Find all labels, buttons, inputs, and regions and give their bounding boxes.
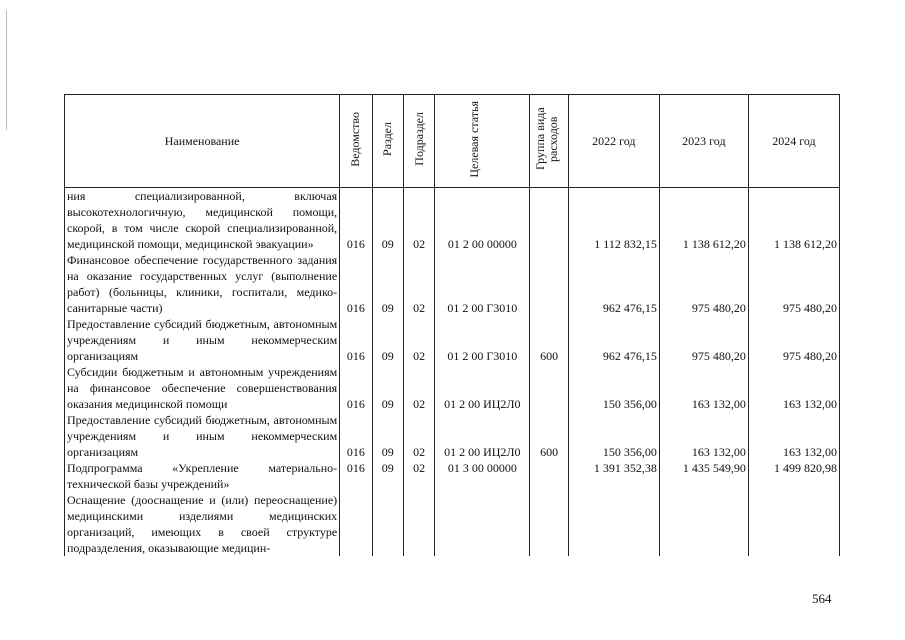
table-row: [65, 188, 840, 253]
table-row: [65, 252, 840, 316]
row-razdel: [372, 492, 403, 556]
row-tselevaya-statya: 01 3 00 00000: [435, 460, 530, 492]
row-2024: 163 132,00: [748, 412, 839, 460]
header-name: Наименование: [65, 95, 340, 188]
row-2022: 1 112 832,15: [568, 188, 659, 253]
row-razdel: 09: [372, 364, 403, 412]
row-name: Предоставление субсидий бюджетным, автономным учреждениям и иным некоммерческим организациям: [65, 316, 340, 364]
row-tselevaya-statya: 01 2 00 Г3010: [435, 316, 530, 364]
row-2023: 163 132,00: [659, 364, 748, 412]
page-number: 564: [812, 591, 832, 606]
row-vedomstvo: 016: [340, 412, 372, 460]
row-razdel: 09: [372, 460, 403, 492]
row-vedomstvo: 016: [340, 252, 372, 316]
row-vedomstvo: [340, 492, 372, 556]
header-gruppa-rashodov: Группа вида расходов: [530, 95, 568, 188]
header-tselevaya-statya: Целевая статья: [435, 95, 530, 188]
row-gruppa: 600: [530, 316, 568, 364]
row-2022: 962 476,15: [568, 252, 659, 316]
row-2024: 163 132,00: [748, 364, 839, 412]
row-name: Оснащение (дооснащение и (или) переоснащение) медицинскими изделиями медицинских организаций, имеющих в своей структуре подразделения, оказывающие медицин-: [65, 492, 340, 556]
row-2023: 163 132,00: [659, 412, 748, 460]
row-tselevaya-statya: 01 2 00 00000: [435, 188, 530, 253]
row-2022: 150 356,00: [568, 364, 659, 412]
row-podrazdel: [403, 492, 434, 556]
row-gruppa: [530, 492, 568, 556]
row-podrazdel: 02: [403, 364, 434, 412]
table-row: [65, 316, 840, 364]
row-2023: [659, 492, 748, 556]
row-vedomstvo: 016: [340, 188, 372, 253]
row-gruppa: [530, 460, 568, 492]
row-2023: 975 480,20: [659, 252, 748, 316]
header-vedomstvo: Ведомство: [340, 95, 372, 188]
table-row: [65, 364, 840, 412]
row-2024: [748, 492, 839, 556]
row-razdel: 09: [372, 412, 403, 460]
row-2024: 975 480,20: [748, 316, 839, 364]
header-podrazdel: Подраздел: [403, 95, 434, 188]
row-razdel: 09: [372, 188, 403, 253]
row-vedomstvo: 016: [340, 460, 372, 492]
row-2023: 1 138 612,20: [659, 188, 748, 253]
header-row: [65, 95, 840, 188]
row-name: Финансовое обеспечение государственного задания на оказание государственных услуг (выполнение работ) (больницы, клиники, госпитали, медико-санитарные части): [65, 252, 340, 316]
row-razdel: 09: [372, 316, 403, 364]
row-2022: 150 356,00: [568, 412, 659, 460]
row-tselevaya-statya: 01 2 00 ИЦ2Л0: [435, 412, 530, 460]
row-razdel: 09: [372, 252, 403, 316]
row-podrazdel: 02: [403, 460, 434, 492]
row-podrazdel: 02: [403, 188, 434, 253]
table-row: [65, 460, 840, 492]
header-2022: 2022 год: [568, 95, 659, 188]
header-razdel: Раздел: [372, 95, 403, 188]
row-2022: 1 391 352,38: [568, 460, 659, 492]
row-gruppa: [530, 252, 568, 316]
row-vedomstvo: 016: [340, 364, 372, 412]
row-name: ния специализированной, включая высокотехнологичную, медицинской помощи, скорой, в том числе скорой специализированной, медицинской помощи, медицинской эвакуации»: [65, 188, 340, 253]
row-2023: 975 480,20: [659, 316, 748, 364]
table-row: [65, 492, 840, 556]
row-2024: 1 138 612,20: [748, 188, 839, 253]
margin-mark: [6, 10, 7, 130]
row-2024: 1 499 820,98: [748, 460, 839, 492]
row-gruppa: [530, 364, 568, 412]
row-name: Предоставление субсидий бюджетным, автономным учреждениям и иным некоммерческим организациям: [65, 412, 340, 460]
budget-table: [64, 94, 840, 556]
row-podrazdel: 02: [403, 412, 434, 460]
row-2023: 1 435 549,90: [659, 460, 748, 492]
row-name: Подпрограмма «Укрепление материально-технической базы учреждений»: [65, 460, 340, 492]
row-gruppa: 600: [530, 412, 568, 460]
row-tselevaya-statya: 01 2 00 ИЦ2Л0: [435, 364, 530, 412]
row-tselevaya-statya: 01 2 00 Г3010: [435, 252, 530, 316]
row-tselevaya-statya: [435, 492, 530, 556]
header-2023: 2023 год: [659, 95, 748, 188]
row-2024: 975 480,20: [748, 252, 839, 316]
row-podrazdel: 02: [403, 252, 434, 316]
header-2024: 2024 год: [748, 95, 839, 188]
row-2022: 962 476,15: [568, 316, 659, 364]
row-podrazdel: 02: [403, 316, 434, 364]
row-name: Субсидии бюджетным и автономным учреждениям на финансовое обеспечение совершенствования оказания медицинской помощи: [65, 364, 340, 412]
row-2022: [568, 492, 659, 556]
row-vedomstvo: 016: [340, 316, 372, 364]
row-gruppa: [530, 188, 568, 253]
table-row: [65, 412, 840, 460]
